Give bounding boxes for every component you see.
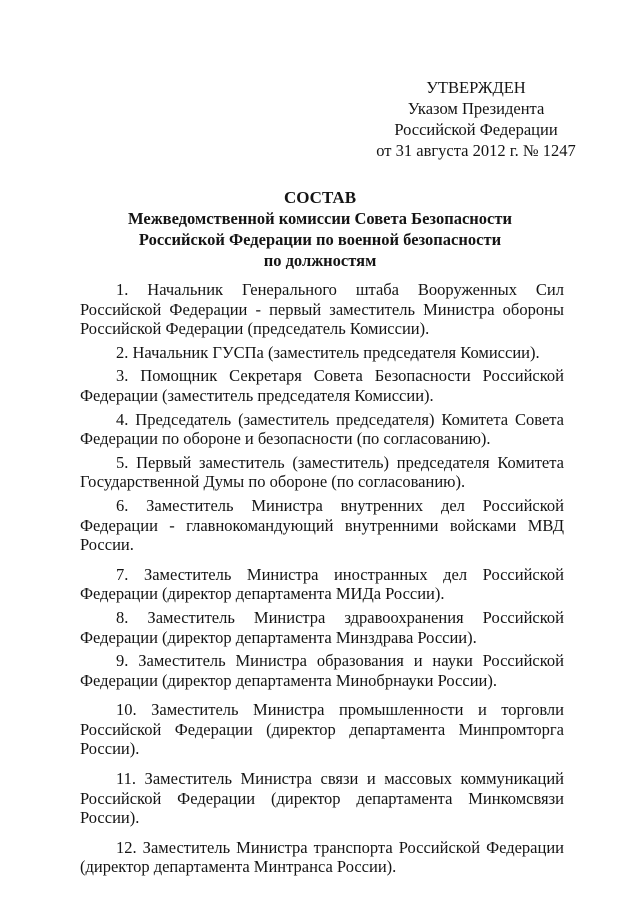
approval-line-approved: УТВЕРЖДЕН [426, 78, 526, 97]
member-item: 4. Председатель (заместитель председателя) Комитета Совета Федерации по обороне и безопасности (по согласованию). [80, 409, 564, 449]
member-item: 2. Начальник ГУСПа (заместитель председателя Комиссии). [116, 342, 540, 362]
title-line-positions: по должностям [263, 251, 377, 270]
members-list [80, 280, 564, 881]
document-title [80, 187, 560, 271]
member-item: 6. Заместитель Министра внутренних дел Российской Федерации - главнокомандующий внутренними войсками МВД России. [80, 495, 564, 555]
member-item: 3. Помощник Секретаря Совета Безопасности Российской Федерации (заместитель председателя Комиссии). [80, 366, 564, 405]
title-line-commission: Межведомственной комиссии Совета Безопасности [128, 209, 512, 228]
member-item: 10. Заместитель Министра промышленности и торговли Российской Федерации (директор департамента Минпромторга России). [80, 700, 564, 759]
approval-line-country: Российской Федерации [394, 120, 558, 139]
member-item: 12. Заместитель Министра транспорта Российской Федерации (директор департамента Минтранса России). [80, 837, 564, 877]
member-item: 11. Заместитель Министра связи и массовых коммуникаций Российской Федерации (директор департамента Минкомсвязи России). [80, 769, 564, 828]
member-item: 9. Заместитель Министра образования и науки Российской Федерации (директор департамента Минобрнауки России). [80, 651, 564, 690]
approval-line-decree: Указом Президента [407, 99, 545, 118]
approval-line-date: от 31 августа 2012 г. № 1247 [376, 141, 576, 160]
member-item: 7. Заместитель Министра иностранных дел Российской Федерации (директор департамента МИДа России). [80, 564, 564, 604]
approval-stamp [360, 77, 592, 161]
title-heading: СОСТАВ [283, 188, 357, 207]
title-line-federation: Российской Федерации по военной безопасности [138, 230, 502, 249]
member-item: 1. Начальник Генерального штаба Вооруженных Сил Российской Федерации - первый заместитель Министра обороны Российской Федерации (председатель Комиссии). [80, 280, 564, 339]
member-item: 8. Заместитель Министра здравоохранения Российской Федерации (директор департамента Минздрава России). [80, 607, 564, 647]
member-item: 5. Первый заместитель (заместитель) председателя Комитета Государственной Думы по обороне (по согласованию). [80, 452, 564, 492]
